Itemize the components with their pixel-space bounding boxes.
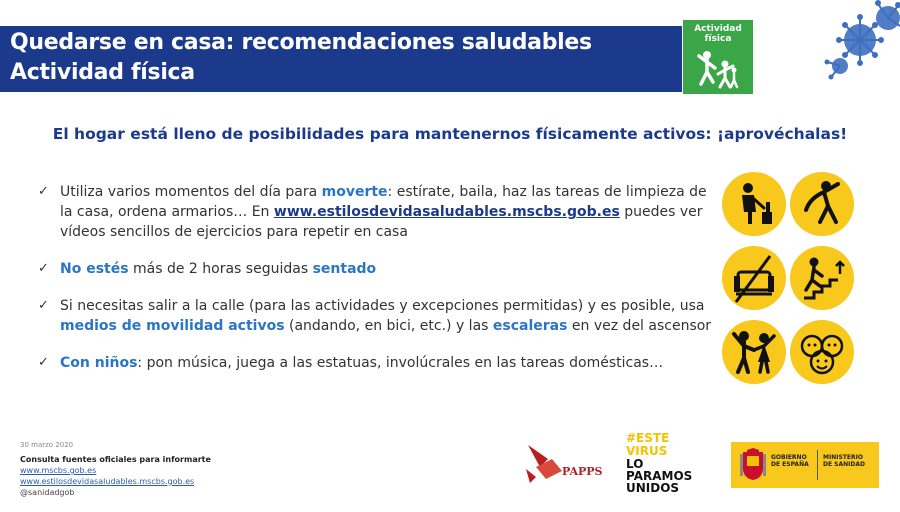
badge-label: Actividad física bbox=[694, 24, 742, 44]
children-icon bbox=[790, 320, 854, 384]
lifestyle-footer-link[interactable]: www.estilosdevidasaludables.mscbs.gob.es bbox=[20, 477, 195, 486]
lifestyle-link[interactable]: www.estilosdevidasaludables.mscbs.gob.es bbox=[273, 204, 620, 220]
logo-divider bbox=[817, 450, 818, 480]
papps-mark-icon bbox=[522, 437, 572, 487]
sources-title: Consulta fuentes oficiales para informarte bbox=[20, 455, 211, 464]
activity-badge bbox=[683, 20, 753, 94]
recommendations-list bbox=[38, 182, 718, 390]
ministerio-label: MINISTERIO DE SANIDAD bbox=[823, 454, 865, 468]
gobierno-label: GOBIERNO DE ESPAÑA bbox=[771, 454, 809, 468]
twitter-handle: @sanidadgob bbox=[20, 488, 75, 497]
list-item: ✓ Si necesitas salir a la calle (para las actividades y excepciones permitidas) y es posible, usa medios de movilidad activos (andando, en bici, etc.) y las escaleras en vez del ascensor bbox=[38, 298, 712, 334]
gobierno-logo bbox=[731, 442, 879, 488]
no-sofa-icon bbox=[722, 246, 786, 310]
check-icon: ✓ bbox=[38, 184, 49, 199]
date-label: 30 marzo 2020 bbox=[20, 441, 74, 449]
list-item: ✓ Con niños: pon música, juega a las estatuas, involúcrales en las tareas domésticas… bbox=[38, 355, 664, 371]
page-title: Quedarse en casa: recomendaciones saludables bbox=[10, 30, 592, 55]
papps-logo bbox=[522, 437, 602, 487]
stairs-icon bbox=[790, 246, 854, 310]
dancing-icon bbox=[722, 320, 786, 384]
papps-label: PAPPS bbox=[562, 465, 603, 478]
check-icon: ✓ bbox=[38, 261, 49, 276]
este-virus-logo: #ESTE VIRUS LO PARAMOS UNIDOS bbox=[626, 431, 693, 495]
check-icon: ✓ bbox=[38, 355, 49, 370]
list-item: ✓ No estés más de 2 horas seguidas sentado bbox=[38, 261, 377, 277]
coat-of-arms-icon bbox=[739, 448, 767, 482]
intro-heading: El hogar está lleno de posibilidades para mantenernos físicamente activos: ¡aprovéchalas! bbox=[52, 125, 848, 143]
check-icon: ✓ bbox=[38, 298, 49, 313]
footer-sources bbox=[20, 440, 211, 498]
page-subtitle: Actividad física bbox=[10, 60, 195, 85]
virus-decoration-icon bbox=[818, 0, 900, 82]
cleaning-icon bbox=[722, 172, 786, 236]
mscbs-link[interactable]: www.mscbs.gob.es bbox=[20, 466, 97, 475]
stretching-icon bbox=[790, 172, 854, 236]
list-item: ✓ Utiliza varios momentos del día para moverte: estírate, baila, haz las tareas de limpieza de la casa, ordena armarios… En www.estilosdevidasaludables.mscbs.gob.es puedes ver vídeos sencillos de ejercicios para repetir en casa bbox=[38, 184, 707, 240]
family-exercise-icon bbox=[697, 50, 739, 90]
